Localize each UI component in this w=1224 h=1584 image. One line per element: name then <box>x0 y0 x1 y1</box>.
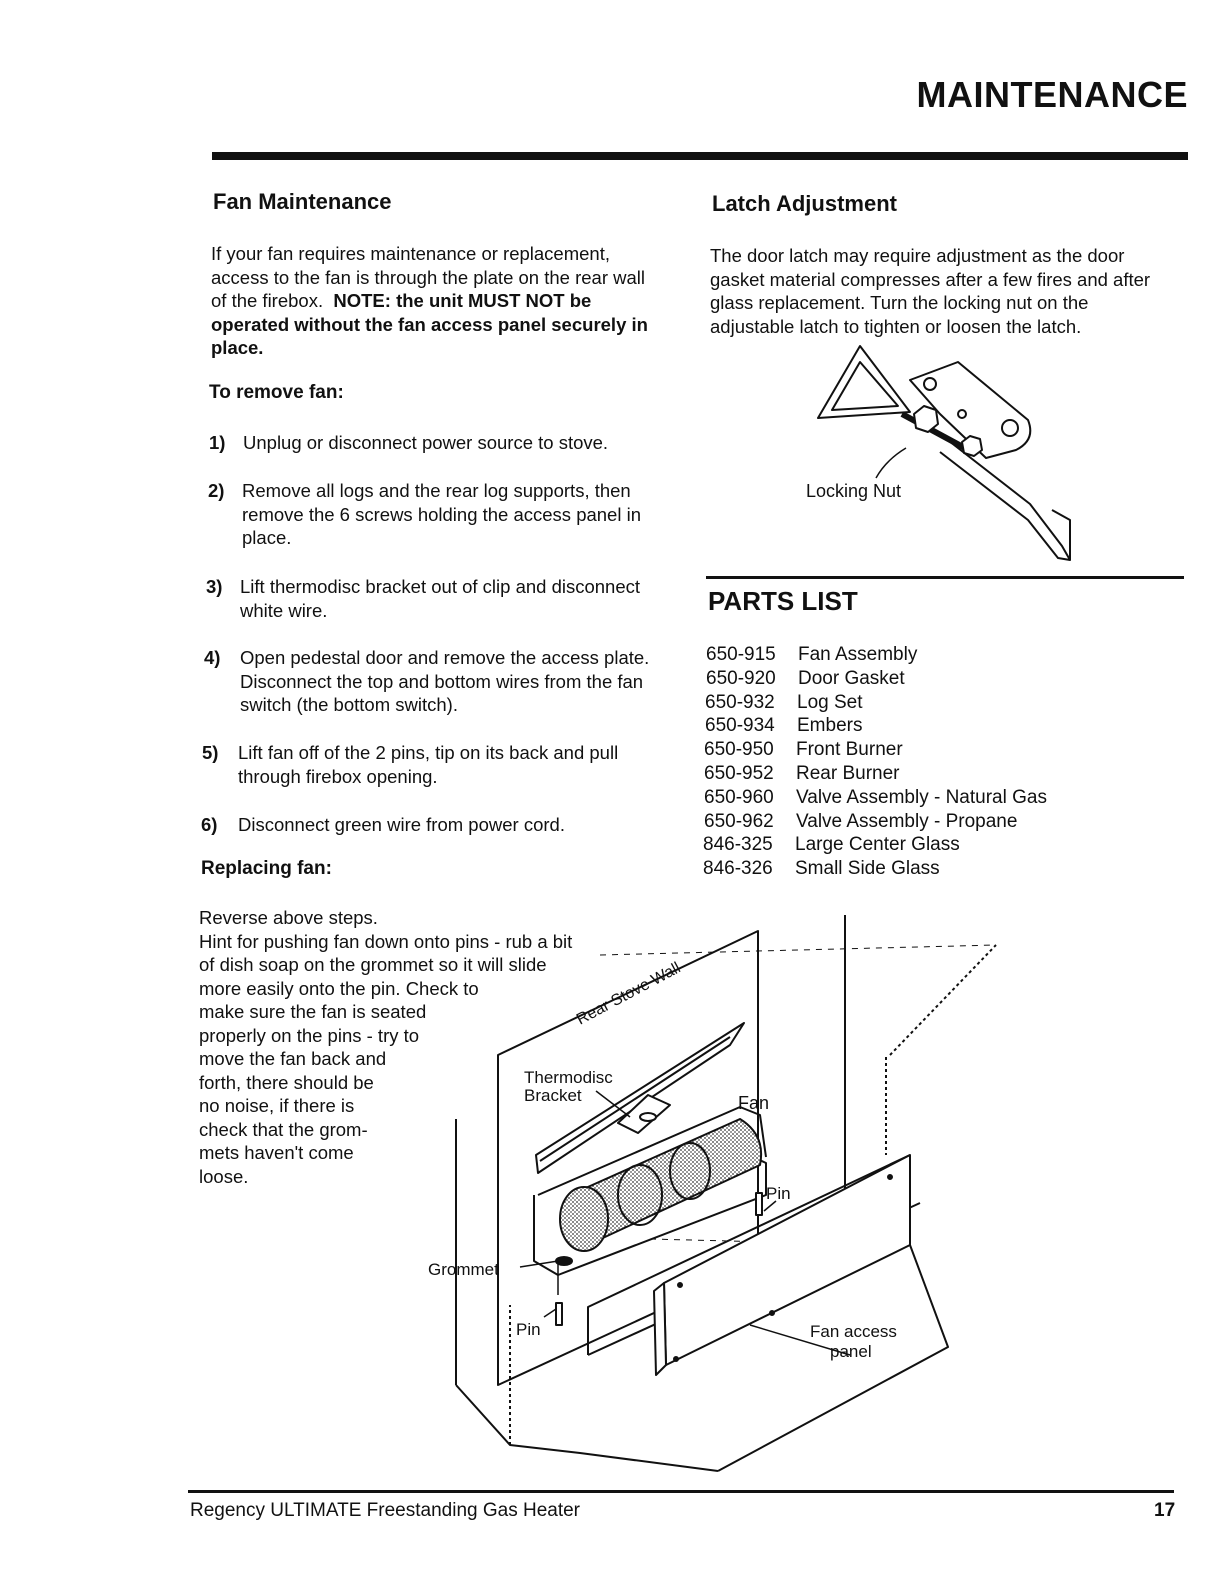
step-item <box>206 575 686 623</box>
latch-hole <box>924 378 936 390</box>
parts-row <box>704 738 903 762</box>
part-number: 650-915 <box>706 644 776 665</box>
footer-title: Regency ULTIMATE Freestanding Gas Heater <box>190 1500 581 1521</box>
pin-top-label: Pin <box>766 1184 791 1203</box>
part-description: Large Center Glass <box>795 834 960 855</box>
remove-fan-heading: To remove fan: <box>209 382 344 403</box>
step-item <box>202 741 682 789</box>
replacing-fan-heading: Replacing fan: <box>201 858 332 879</box>
part-description: Log Set <box>797 692 863 713</box>
step-item <box>209 431 689 455</box>
footer-rule <box>188 1490 1174 1493</box>
fan-note-line: NOTE: the unit MUST NOT be <box>333 290 592 311</box>
step-text: Disconnect green wire from power cord. <box>238 814 565 835</box>
part-description: Front Burner <box>796 739 903 760</box>
page-title: MAINTENANCE <box>916 74 1188 115</box>
step-text: Lift fan off of the 2 pins, tip on its back and pull through firebox opening. <box>238 742 619 787</box>
grommet-label: Grommet <box>428 1260 499 1279</box>
step-item <box>201 813 681 837</box>
replace-line: forth, there should be <box>199 1071 374 1093</box>
latch-line: The door latch may require adjustment as the door <box>710 245 1125 266</box>
fan-maintenance-heading: Fan Maintenance <box>213 189 392 214</box>
replace-line: properly on the pins - try to <box>199 1024 420 1046</box>
fan-intro-paragraph <box>211 242 691 360</box>
parts-list-rule <box>706 576 1184 579</box>
replace-line: more easily onto the pin. Check to <box>199 977 479 999</box>
part-number: 650-962 <box>704 811 774 832</box>
part-description: Small Side Glass <box>795 858 940 879</box>
pin-bottom <box>556 1303 562 1325</box>
parts-list-title: PARTS LIST <box>708 586 858 616</box>
pin-bottom-label: Pin <box>516 1320 541 1339</box>
access-panel-label: Fan access <box>810 1322 897 1341</box>
page-number: 17 <box>1154 1500 1176 1521</box>
replace-line: of dish soap on the grommet so it will slide <box>199 954 547 975</box>
parts-row <box>704 762 900 786</box>
replace-line: no noise, if there is <box>199 1095 355 1116</box>
step-number: 3) <box>206 576 223 597</box>
latch-line: glass replacement. Turn the locking nut on the <box>710 292 1089 313</box>
header-rule <box>212 152 1188 160</box>
part-number: 650-932 <box>705 692 775 713</box>
locking-nut-leader <box>876 448 906 478</box>
wall-label: Rear Stove Wall <box>573 959 684 1029</box>
replace-line: Hint for pushing fan down onto pins - rub a bit <box>199 930 573 952</box>
step-text: Lift thermodisc bracket out of clip and disconnect white wire. <box>240 576 641 621</box>
latch-handle-inner <box>832 362 898 410</box>
step-text: Remove all logs and the rear log supports, then remove the 6 screws holding the access panel in place. <box>242 480 641 548</box>
part-description: Door Gasket <box>798 668 905 689</box>
step-number: 4) <box>204 647 221 668</box>
latch-line: adjustable latch to tighten or loosen the latch. <box>710 315 1082 337</box>
bracket-label: Bracket <box>524 1086 582 1105</box>
parts-row <box>705 691 863 715</box>
access-panel-label-2: panel <box>830 1342 872 1361</box>
part-number: 650-960 <box>704 787 774 808</box>
parts-row <box>703 833 960 857</box>
locking-nut-shape <box>914 406 938 432</box>
part-number: 846-325 <box>703 834 773 855</box>
part-description: Valve Assembly - Natural Gas <box>796 787 1047 808</box>
part-description: Embers <box>797 715 863 736</box>
parts-row <box>704 810 1017 834</box>
pin-top <box>756 1193 762 1215</box>
fan-intro-line: access to the fan is through the plate on the rear wall <box>211 266 645 288</box>
step-text: Unplug or disconnect power source to stove. <box>243 432 609 453</box>
parts-row <box>705 714 862 738</box>
latch-line: gasket material compresses after a few fires and after <box>710 268 1151 290</box>
replace-line: mets haven't come <box>199 1142 354 1163</box>
fan-intro-line: of the firebox. <box>211 290 324 311</box>
replace-line: make sure the fan is seated <box>199 1001 427 1022</box>
part-number: 650-952 <box>704 763 774 784</box>
part-number: 650-950 <box>704 739 774 760</box>
part-description: Valve Assembly - Propane <box>796 811 1018 832</box>
latch-adjustment-heading: Latch Adjustment <box>712 191 897 216</box>
latch-hole <box>1002 420 1018 436</box>
step-number: 5) <box>202 742 219 763</box>
replace-line: check that the grom- <box>199 1118 368 1140</box>
latch-paragraph <box>710 244 1190 338</box>
locking-nut-label: Locking Nut <box>806 481 902 501</box>
part-number: 650-920 <box>706 668 776 689</box>
fan-intro-line: If your fan requires maintenance or replacement, <box>211 243 610 264</box>
part-description: Rear Burner <box>796 763 900 784</box>
step-item <box>208 479 688 551</box>
latch-diagram <box>790 340 1090 570</box>
replace-line: move the fan back and <box>199 1048 387 1069</box>
part-number: 650-934 <box>705 715 775 736</box>
step-number: 6) <box>201 814 218 835</box>
replace-line: loose. <box>199 1165 249 1187</box>
thermodisc-label: Thermodisc <box>524 1068 613 1087</box>
fan-note-line: place. <box>211 337 264 358</box>
step-item <box>204 646 694 718</box>
fan-assembly-diagram <box>420 905 1040 1485</box>
parts-row <box>706 667 905 691</box>
step-text: Open pedestal door and remove the access plate. Disconnect the top and bottom wires from the fan switch (the bottom switch). <box>240 647 650 715</box>
parts-row <box>703 857 940 881</box>
latch-hole <box>958 410 966 418</box>
part-number: 846-326 <box>703 858 773 879</box>
part-description: Fan Assembly <box>798 644 918 665</box>
step-number: 2) <box>208 480 225 501</box>
grommet <box>556 1257 572 1265</box>
fan-label: Fan <box>738 1093 770 1113</box>
fan-note-line: operated without the fan access panel securely in <box>211 313 648 335</box>
parts-row <box>704 786 1047 810</box>
step-number: 1) <box>209 432 226 453</box>
parts-row <box>706 643 917 667</box>
replace-line: Reverse above steps. <box>199 907 378 928</box>
